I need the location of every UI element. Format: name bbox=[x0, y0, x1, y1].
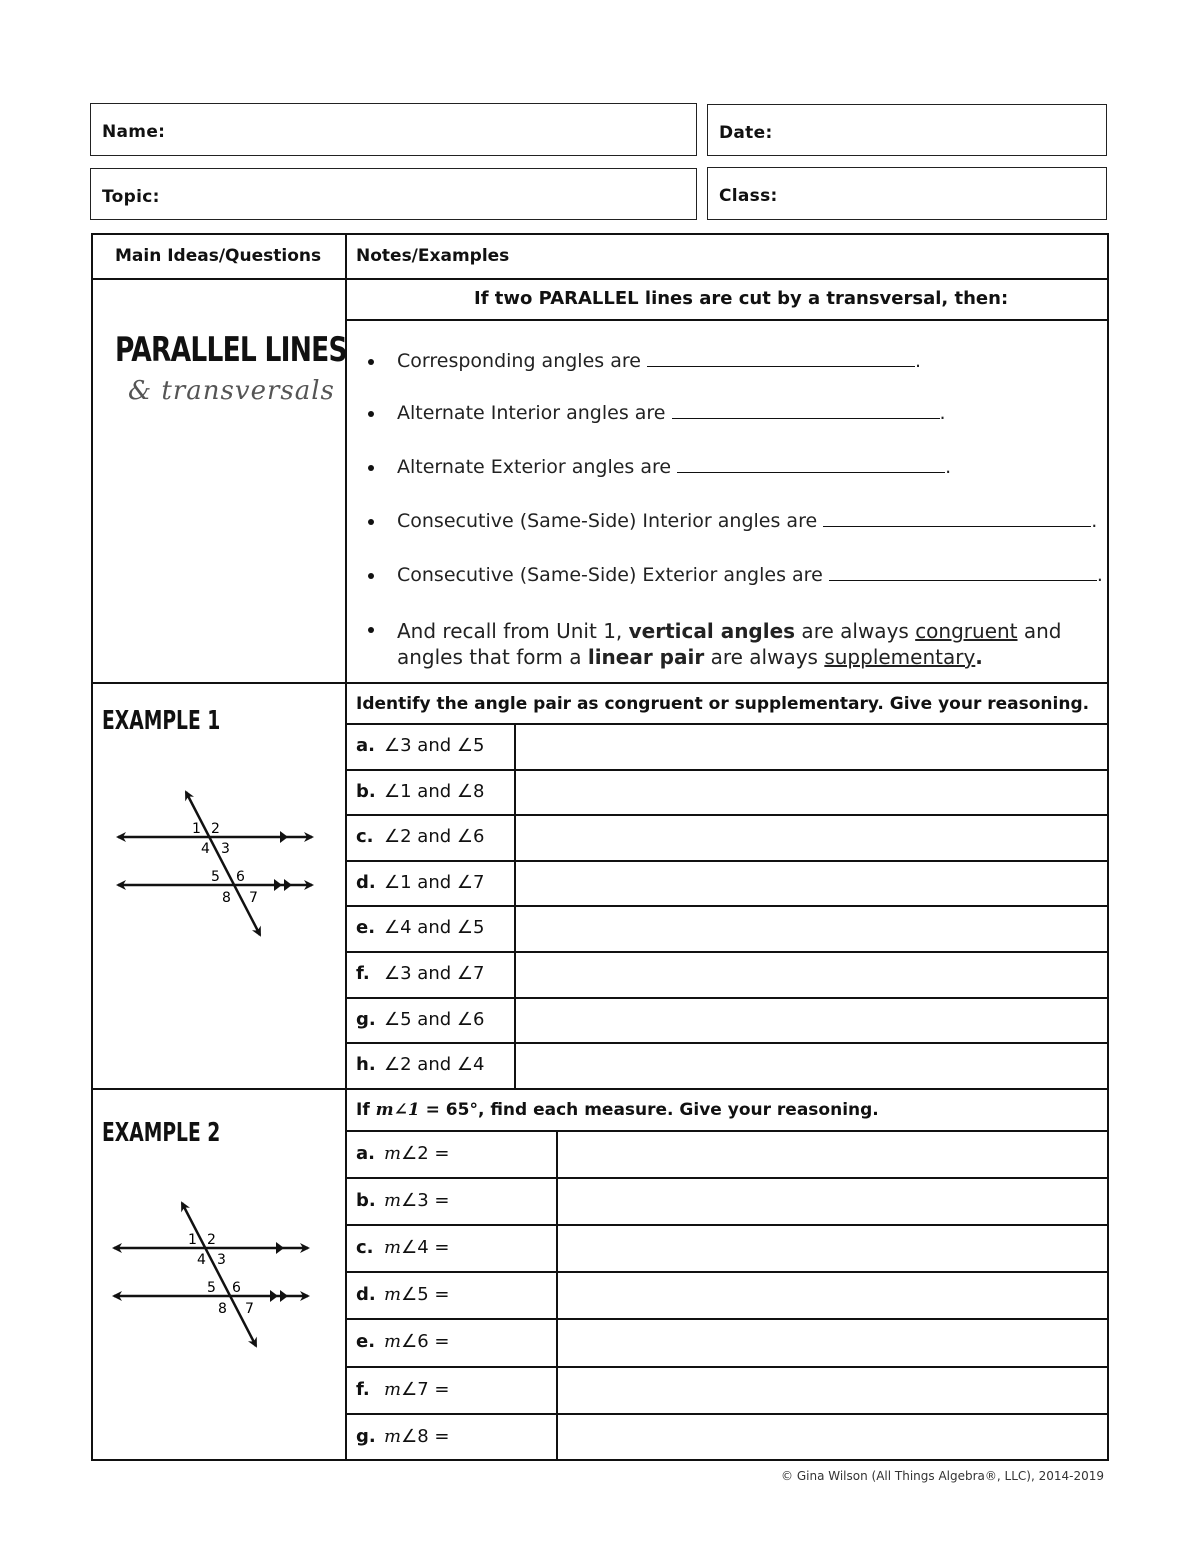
row-angle-pair: ∠4 and ∠5 bbox=[384, 917, 485, 938]
angle-label-4: 4 bbox=[197, 1252, 206, 1268]
row-measure-symbol: m bbox=[384, 1190, 402, 1211]
date-field[interactable] bbox=[707, 104, 1107, 156]
row-measure-symbol: m bbox=[384, 1331, 402, 1352]
example1-row-label bbox=[356, 917, 485, 938]
parallel-arrow-mark bbox=[270, 1290, 278, 1302]
example1-diagram bbox=[110, 785, 330, 945]
row-angle: ∠2 = bbox=[401, 1143, 450, 1164]
example2-row-label bbox=[356, 1331, 449, 1352]
name-field[interactable] bbox=[90, 103, 697, 156]
example2-answer-cell[interactable] bbox=[558, 1368, 1106, 1411]
row-angle-pair: ∠3 and ∠7 bbox=[384, 963, 485, 984]
angle-label-6: 6 bbox=[236, 869, 245, 885]
parallel-arrow-mark bbox=[276, 1242, 284, 1254]
row-angle: ∠7 = bbox=[401, 1379, 450, 1400]
row-letter: f. bbox=[356, 1379, 370, 1400]
recall-text: And recall from Unit 1, bbox=[397, 619, 629, 643]
example2-row-label bbox=[356, 1237, 449, 1258]
example2-inner-divider bbox=[556, 1130, 558, 1460]
bullet-text: Consecutive (Same-Side) Interior angles are bbox=[397, 510, 818, 532]
example1-divider bbox=[91, 1088, 1109, 1090]
example2-row-label bbox=[356, 1143, 449, 1164]
topic-label: Topic: bbox=[102, 187, 160, 207]
recall-congruent: congruent bbox=[915, 619, 1018, 643]
example1-answer-cell[interactable] bbox=[516, 999, 1106, 1041]
angle-label-1: 1 bbox=[188, 1232, 197, 1248]
recall-text: are always bbox=[795, 619, 916, 643]
example1-answer-cell[interactable] bbox=[516, 907, 1106, 949]
angle-label-5: 5 bbox=[211, 869, 220, 885]
row-angle-pair: ∠2 and ∠6 bbox=[384, 826, 485, 847]
row-angle-pair: ∠2 and ∠4 bbox=[384, 1054, 485, 1075]
bullet-icon bbox=[368, 627, 374, 633]
row-angle: ∠5 = bbox=[401, 1284, 450, 1305]
column-header-main-ideas: Main Ideas/Questions bbox=[115, 246, 322, 266]
bullet-icon bbox=[368, 465, 374, 471]
section1-divider bbox=[91, 682, 1109, 684]
angle-label-3: 3 bbox=[217, 1252, 226, 1268]
recall-term-linear: linear pair bbox=[587, 645, 705, 669]
row-angle: ∠8 = bbox=[401, 1426, 450, 1447]
transversal-line bbox=[186, 792, 260, 935]
recall-supplementary: supplementary bbox=[824, 645, 976, 669]
example1-answer-cell[interactable] bbox=[516, 862, 1106, 904]
example2-row-label bbox=[356, 1426, 449, 1447]
transversal-line bbox=[182, 1203, 256, 1346]
row-letter: e. bbox=[356, 1331, 376, 1352]
example2-title: EXAMPLE 2 bbox=[102, 1118, 221, 1148]
bullet-icon bbox=[368, 573, 374, 579]
example1-instruction: Identify the angle pair as congruent or supplementary. Give your reasoning. bbox=[356, 694, 1090, 714]
recall-term-vertical: vertical angles bbox=[628, 619, 796, 643]
row-angle: ∠4 = bbox=[401, 1237, 450, 1258]
example2-instruction bbox=[356, 1100, 879, 1120]
class-field[interactable] bbox=[707, 167, 1107, 220]
instruction-text: If bbox=[356, 1100, 376, 1120]
name-label: Name: bbox=[102, 122, 166, 142]
recall-text: are always bbox=[704, 645, 825, 669]
column-divider bbox=[345, 233, 347, 1461]
row-letter: b. bbox=[356, 1190, 376, 1211]
column-header-notes: Notes/Examples bbox=[356, 246, 510, 266]
example1-row-label bbox=[356, 735, 485, 756]
example2-answer-cell[interactable] bbox=[558, 1226, 1106, 1269]
row-angle-pair: ∠3 and ∠5 bbox=[384, 735, 485, 756]
angle-label-7: 7 bbox=[249, 890, 258, 906]
angle-label-2: 2 bbox=[207, 1232, 216, 1248]
row-letter: g. bbox=[356, 1009, 376, 1030]
example2-answer-cell[interactable] bbox=[558, 1320, 1106, 1363]
example1-answer-cell[interactable] bbox=[516, 953, 1106, 995]
example1-answer-cell[interactable] bbox=[516, 725, 1106, 767]
angle-label-8: 8 bbox=[222, 890, 231, 906]
heading-divider bbox=[345, 319, 1109, 321]
answer-blank[interactable] bbox=[672, 402, 940, 419]
angle-label-1: 1 bbox=[192, 821, 201, 837]
bullet-icon bbox=[368, 359, 374, 365]
row-measure-symbol: m bbox=[384, 1379, 402, 1400]
answer-blank[interactable] bbox=[823, 510, 1091, 527]
bullet-text: Consecutive (Same-Side) Exterior angles are bbox=[397, 564, 823, 586]
row-letter: a. bbox=[356, 1143, 375, 1164]
row-letter: f. bbox=[356, 963, 370, 984]
example2-row-label bbox=[356, 1190, 449, 1211]
row-measure-symbol: m bbox=[384, 1237, 402, 1258]
bullet-text: Alternate Interior angles are bbox=[397, 402, 666, 424]
row-measure-symbol: m bbox=[384, 1143, 402, 1164]
row-angle-pair: ∠1 and ∠7 bbox=[384, 872, 485, 893]
angle-label-6: 6 bbox=[232, 1280, 241, 1296]
example1-row-label bbox=[356, 963, 485, 984]
example1-row-label bbox=[356, 1009, 485, 1030]
angle-label-4: 4 bbox=[201, 841, 210, 857]
recall-text: and bbox=[1017, 619, 1062, 643]
answer-blank[interactable] bbox=[829, 564, 1097, 581]
example2-answer-cell[interactable] bbox=[558, 1273, 1106, 1316]
example1-answer-cell[interactable] bbox=[516, 816, 1106, 858]
parallel-arrow-mark bbox=[280, 831, 288, 843]
row-letter: c. bbox=[356, 826, 374, 847]
parallel-arrow-mark bbox=[284, 879, 292, 891]
example1-row-label bbox=[356, 872, 485, 893]
parallel-arrow-mark bbox=[280, 1290, 288, 1302]
date-label: Date: bbox=[719, 123, 773, 143]
section-title: PARALLEL LINES bbox=[115, 330, 347, 370]
bullet-icon bbox=[368, 519, 374, 525]
example2-row-label bbox=[356, 1379, 449, 1400]
example2-diagram bbox=[106, 1196, 326, 1356]
angle-label-5: 5 bbox=[207, 1280, 216, 1296]
bullet-text: Alternate Exterior angles are bbox=[397, 456, 672, 478]
row-angle: ∠3 = bbox=[401, 1190, 450, 1211]
row-measure-symbol: m bbox=[384, 1284, 402, 1305]
row-letter: c. bbox=[356, 1237, 374, 1258]
example2-answer-cell[interactable] bbox=[558, 1415, 1106, 1458]
angle-label-7: 7 bbox=[245, 1301, 254, 1317]
example1-inner-divider bbox=[514, 723, 516, 1089]
recall-period: . bbox=[975, 645, 983, 669]
header-row-divider bbox=[91, 278, 1109, 280]
parallel-heading: If two PARALLEL lines are cut by a transversal, then: bbox=[474, 288, 1009, 309]
row-angle-pair: ∠5 and ∠6 bbox=[384, 1009, 485, 1030]
example2-answer-cell[interactable] bbox=[558, 1179, 1106, 1222]
topic-field[interactable] bbox=[90, 168, 697, 220]
parallel-arrow-mark bbox=[274, 879, 282, 891]
row-letter: e. bbox=[356, 917, 376, 938]
example2-row-label bbox=[356, 1284, 449, 1305]
row-angle: ∠6 = bbox=[401, 1331, 450, 1352]
recall-text: angles that form a bbox=[397, 645, 588, 669]
example1-answer-cell[interactable] bbox=[516, 1044, 1106, 1086]
row-letter: g. bbox=[356, 1426, 376, 1447]
bullet-text: Corresponding angles are bbox=[397, 350, 641, 372]
row-letter: h. bbox=[356, 1054, 376, 1075]
copyright-footer: © Gina Wilson (All Things Algebra®, LLC), 2014-2019 bbox=[781, 1469, 1104, 1483]
angle-label-2: 2 bbox=[211, 821, 220, 837]
row-letter: a. bbox=[356, 735, 375, 756]
answer-blank[interactable] bbox=[647, 350, 915, 367]
example2-answer-cell[interactable] bbox=[558, 1132, 1106, 1175]
class-label: Class: bbox=[719, 186, 778, 206]
section-subtitle: & transversals bbox=[128, 376, 335, 406]
instruction-text: = 65°, find each measure. Give your reasoning. bbox=[419, 1100, 879, 1120]
instruction-measure: m∠1 bbox=[375, 1100, 420, 1120]
row-letter: d. bbox=[356, 872, 376, 893]
row-letter: b. bbox=[356, 781, 376, 802]
example1-row-label bbox=[356, 826, 485, 847]
row-measure-symbol: m bbox=[384, 1426, 402, 1447]
answer-blank[interactable] bbox=[677, 456, 945, 473]
angle-label-3: 3 bbox=[221, 841, 230, 857]
example1-row-label bbox=[356, 781, 485, 802]
example1-answer-cell[interactable] bbox=[516, 771, 1106, 813]
bullet-icon bbox=[368, 411, 374, 417]
row-angle-pair: ∠1 and ∠8 bbox=[384, 781, 485, 802]
example1-row-label bbox=[356, 1054, 485, 1075]
example1-title: EXAMPLE 1 bbox=[102, 706, 221, 736]
angle-label-8: 8 bbox=[218, 1301, 227, 1317]
row-letter: d. bbox=[356, 1284, 376, 1305]
